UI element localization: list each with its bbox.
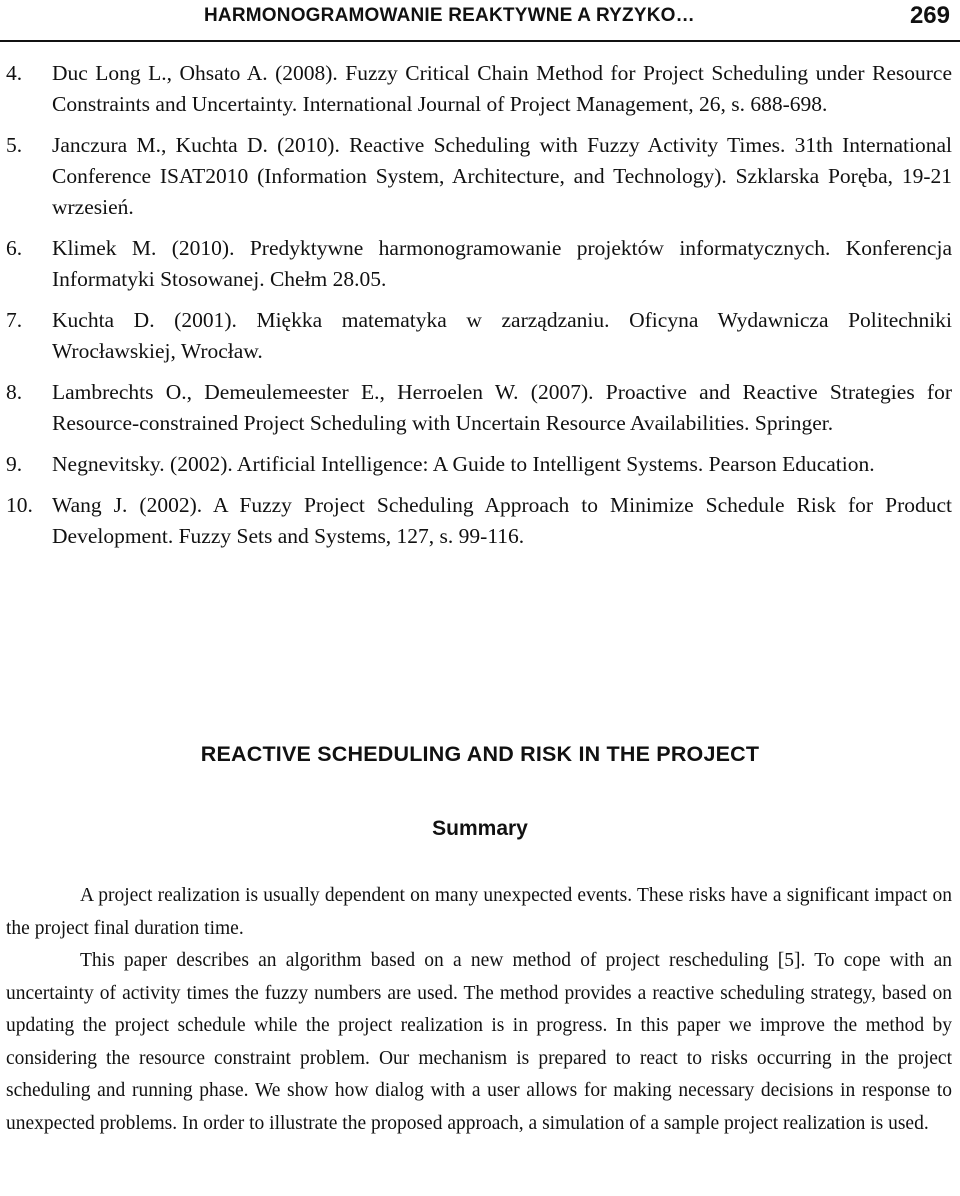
reference-list [6, 58, 952, 562]
reference-text: Negnevitsky. (2002). Artificial Intelligence: A Guide to Intelligent Systems. Pearson Education. [52, 452, 875, 476]
reference-text: Klimek M. (2010). Predyktywne harmonogramowanie projektów informatycznych. Konferencja Informatyki Stosowanej. Chełm 28.05. [52, 236, 952, 291]
reference-text: Duc Long L., Ohsato A. (2008). Fuzzy Critical Chain Method for Project Scheduling under Resource Constraints and Uncertainty. International Journal of Project Management, 26, s. 688-698. [52, 61, 952, 116]
reference-item [6, 58, 952, 120]
reference-number: 7. [6, 308, 23, 332]
reference-text: Wang J. (2002). A Fuzzy Project Scheduling Approach to Minimize Schedule Risk for Product Development. Fuzzy Sets and Systems, 127, s. 99-116. [52, 493, 952, 548]
reference-item [6, 233, 952, 295]
running-title: HARMONOGRAMOWANIE REAKTYWNE A RYZYKO… [204, 5, 695, 26]
reference-text: Janczura M., Kuchta D. (2010). Reactive Scheduling with Fuzzy Activity Times. 31th International Conference ISAT2010 (Information System, Architecture, and Technology). Szklarska Poręba, 19-21 wrzesień. [52, 133, 952, 219]
summary-heading: Summary [432, 817, 528, 840]
reference-number: 4. [6, 61, 23, 85]
reference-item [6, 305, 952, 367]
reference-number: 8. [6, 380, 23, 404]
page-number: 269 [909, 2, 950, 29]
summary-paragraph: This paper describes an algorithm based on a new method of project rescheduling [5]. To cope with an uncertainty of activity times the fuzzy numbers are used. The method provides a reactive scheduling strategy, based on updating the project schedule while the project realization is in progress. In this paper we improve the method by considering the resource constraint problem. Our mechanism is prepared to react to risks occurring in the project scheduling and running phase. We show how dialog with a user allows for making necessary decisions in response to unexpected problems. In order to illustrate the proposed approach, a simulation of a sample project realization is used. [6, 950, 952, 1134]
header-rule [0, 40, 960, 42]
reference-text: Lambrechts O., Demeulemeester E., Herroelen W. (2007). Proactive and Reactive Strategies for Resource-constrained Project Scheduling with Uncertain Resource Availabilities. Springer. [52, 380, 952, 435]
reference-number: 5. [6, 133, 23, 157]
reference-number: 10. [6, 493, 33, 517]
reference-item [6, 449, 952, 480]
page-header [0, 0, 960, 44]
summary-body [6, 880, 952, 1140]
reference-number: 9. [6, 452, 23, 476]
reference-item [6, 490, 952, 552]
english-title: REACTIVE SCHEDULING AND RISK IN THE PROJECT [200, 742, 760, 766]
reference-item [6, 377, 952, 439]
reference-text: Kuchta D. (2001). Miękka matematyka w zarządzaniu. Oficyna Wydawnicza Politechniki Wrocławskiej, Wrocław. [52, 308, 952, 363]
reference-item [6, 130, 952, 223]
summary-paragraph: A project realization is usually dependent on many unexpected events. These risks have a significant impact on the project final duration time. [6, 885, 952, 939]
reference-number: 6. [6, 236, 23, 260]
